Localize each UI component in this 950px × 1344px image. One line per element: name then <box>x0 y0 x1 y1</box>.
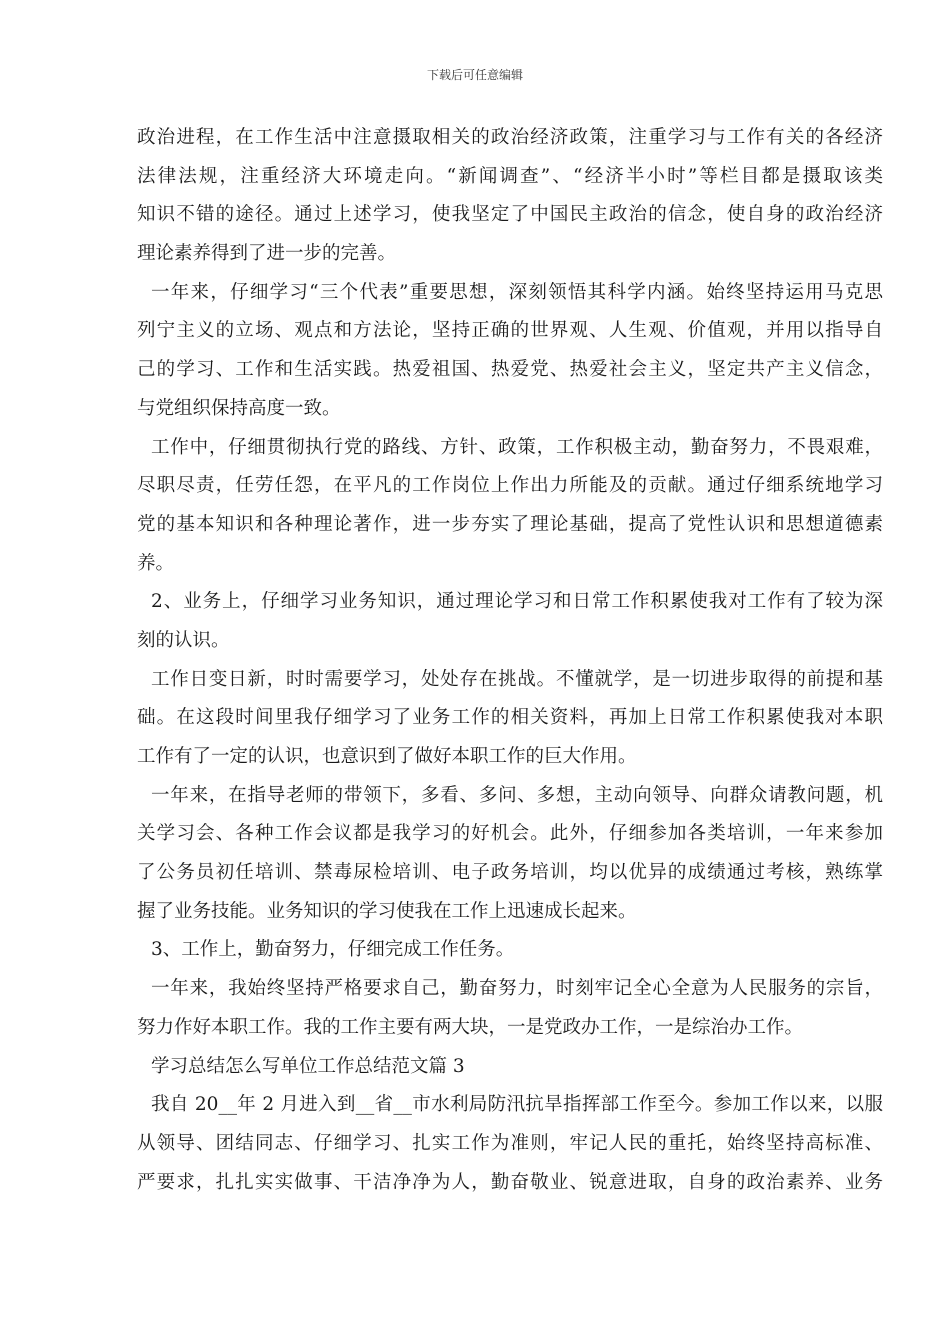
text-line: 努力作好本职工作。我的工作主要有两大块，一是党政办工作，一是综治办工作。 <box>137 1016 804 1038</box>
text-line: 握了业务技能。业务知识的学习使我在工作上迅速成长起来。 <box>137 900 637 922</box>
text-line: 3、工作上，勤奋努力，仔细完成工作任务。 <box>151 939 515 961</box>
text-line: 了公务员初任培训、禁毒尿检培训、电子政务培训，均以优异的成绩通过考核，熟练掌 <box>137 862 883 884</box>
text-line: 一年来，仔细学习“三个代表”重要思想，深刻领悟其科学内涵。始终坚持运用马克思 <box>151 281 883 303</box>
text-line: 严要求，扎扎实实做事、干洁净净为人，勤奋敬业、锐意进取，自身的政治素养、业务 <box>137 1171 883 1193</box>
text-line: 关学习会、各种工作会议都是我学习的好机会。此外，仔细参加各类培训，一年来参加 <box>137 823 883 845</box>
page-header: 下载后可任意编辑 <box>426 68 523 82</box>
text-line: 与党组织保持高度一致。 <box>137 397 341 419</box>
text-line: 列宁主义的立场、观点和方法论，坚持正确的世界观、人生观、价值观，并用以指导自 <box>137 320 883 342</box>
text-line: 我自 20__年 2 月进入到__省__市水利局防汛抗旱指挥部工作至今。参加工作以来，以服 <box>151 1094 883 1116</box>
text-line: 工作有了一定的认识，也意识到了做好本职工作的巨大作用。 <box>137 746 637 767</box>
text-line: 工作日变日新，时时需要学习，处处存在挑战。不懂就学，是一切进步取得的前提和基 <box>151 668 883 690</box>
text-line: 一年来，在指导老师的带领下，多看、多问、多想，主动向领导、向群众请教问题，机 <box>151 784 883 806</box>
text-line: 知识不错的途径。通过上述学习，使我坚定了中国民主政治的信念，使自身的政治经济 <box>137 204 883 226</box>
text-line: 己的学习、工作和生活实践。热爱祖国、热爱党、热爱社会主义，坚定共产主义信念， <box>137 359 883 381</box>
text-line: 党的基本知识和各种理论著作，进一步夯实了理论基础，提高了党性认识和思想道德素 <box>137 513 883 535</box>
text-line: 法律法规，注重经济大环境走向。“新闻调查”、“经济半小时”等栏目都是摄取该类 <box>137 165 883 187</box>
document-body <box>137 119 883 1202</box>
text-line: 尽职尽责，任劳任怨，在平凡的工作岗位上作出力所能及的贡献。通过仔细系统地学习 <box>137 475 883 497</box>
text-line: 理论素养得到了进一步的完善。 <box>137 243 397 265</box>
text-line: 一年来，我始终坚持严格要求自己，勤奋努力，时刻牢记全心全意为人民服务的宗旨， <box>151 978 883 1000</box>
text-line: 工作中，仔细贯彻执行党的路线、方针、政策，工作积极主动，勤奋努力，不畏艰难， <box>151 436 883 458</box>
text-line: 政治进程，在工作生活中注意摄取相关的政治经济政策，注重学习与工作有关的各经济 <box>137 127 883 148</box>
text-line: 养。 <box>137 552 175 574</box>
text-line: 从领导、团结同志、仔细学习、扎实工作为准则，牢记人民的重托，始终坚持高标准、 <box>137 1132 883 1154</box>
text-line: 刻的认识。 <box>137 629 230 651</box>
text-line: 学习总结怎么写单位工作总结范文篇 3 <box>151 1055 465 1077</box>
text-line: 础。在这段时间里我仔细学习了业务工作的相关资料，再加上日常工作积累使我对本职 <box>137 707 883 729</box>
text-line: 2、业务上，仔细学习业务知识，通过理论学习和日常工作积累使我对工作有了较为深 <box>151 591 883 613</box>
